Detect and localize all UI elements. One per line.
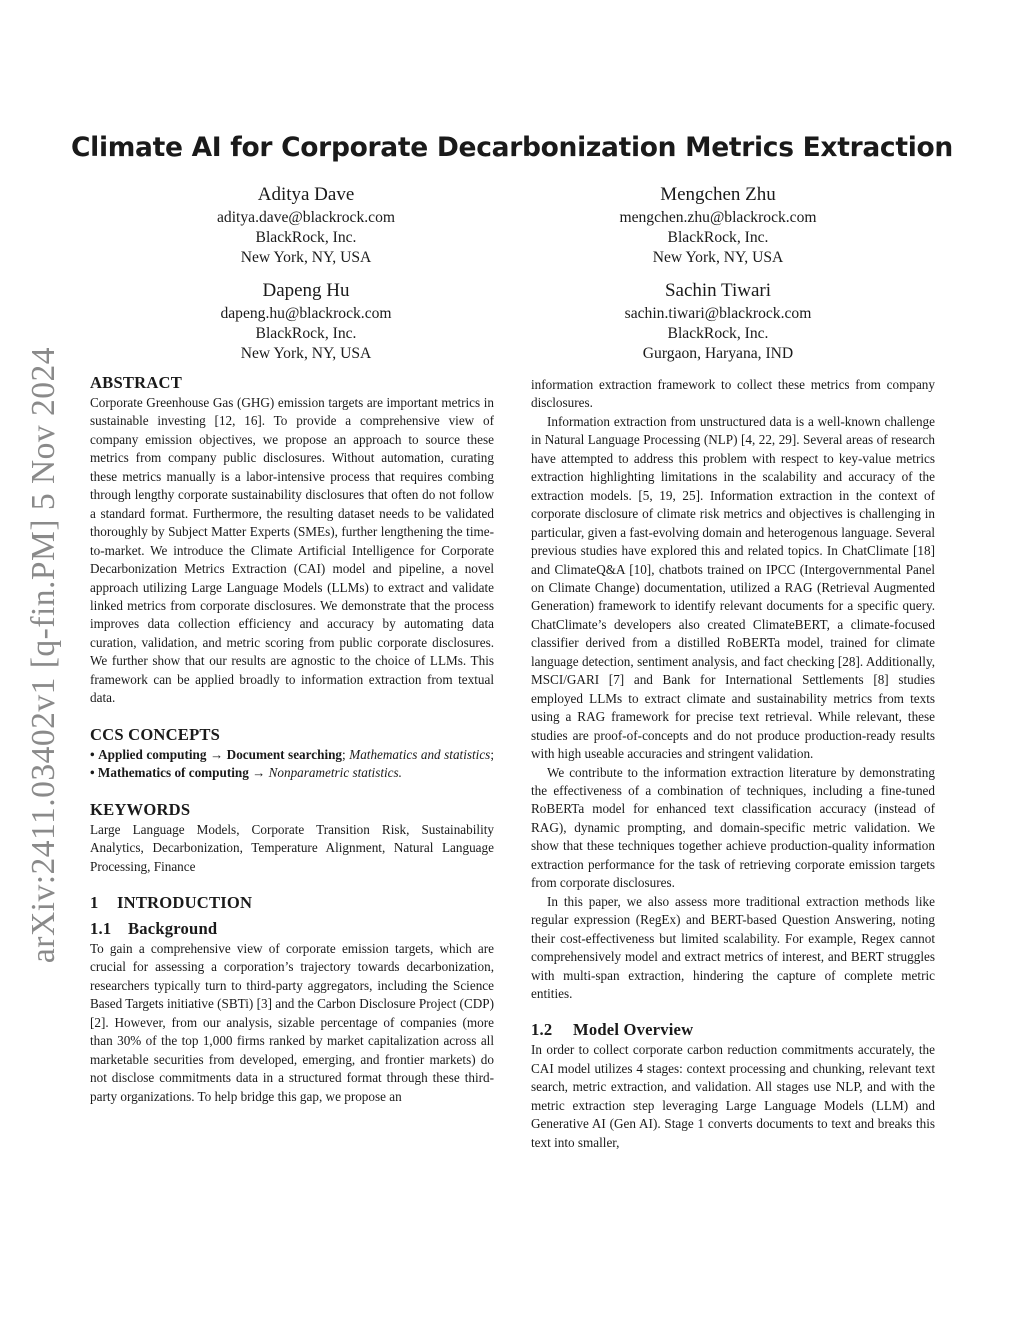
author-location: New York, NY, USA [652,248,784,266]
author-org: BlackRock, Inc. [255,228,357,246]
body-paragraph: information extraction framework to collect these metrics from company disclosures. [531,377,935,411]
right-column [531,376,935,1152]
author-name: Mengchen Zhu [660,184,776,205]
subsection-title: Background [128,918,218,938]
ccs-term: Applied computing [98,746,207,762]
author-location: New York, NY, USA [240,248,372,266]
section-heading [90,892,494,914]
keywords-text: Large Language Models, Corporate Transition Risk, Sustainability Analytics, Decarbonization, Temperature Alignment, Natural Language Processing, Finance [90,821,494,874]
subsection-number: 1.2 [531,1020,553,1040]
subsection-heading [531,1019,935,1041]
author-name: Sachin Tiwari [664,280,772,301]
author-org: BlackRock, Inc. [255,324,357,342]
body-paragraph: We contribute to the information extraction literature by demonstrating the effectiveness of a combination of techniques, including a fine-tuned RoBERTa model for enhanced text classification accuracy (instead of RAG), dynamic prompting, and domain-specific metric validation. We show that these techniques together achieve production-quality information extraction performance for the task of retrieving corporate emission targets from corporate disclosures. [531,764,935,891]
ccs-concepts: • Applied computing → Document searching; Mathematics and statistics; • Mathematics of computing → Nonparametric statistics. [90,746,494,781]
left-column [90,372,494,1106]
author-block [136,279,476,363]
author-email[interactable]: sachin.tiwari@blackrock.com [624,305,812,322]
bullet: • [90,765,95,781]
bullet: • [90,746,95,762]
body-paragraph: Information extraction from unstructured data is a well-known challenge in Natural Language Processing (NLP) [4, 22, 29]. Several areas of research have attempted to address this problem with respect to key-value metrics extraction highlighting limitations in the scalability and accuracy of the extraction models. [5, 19, 25]. Information extraction in the context of corporate disclosure of climate risk metrics and objectives is challenging in particular, given a fast-evolving domain and heterogenous language. Several previous studies have explored this and related topics. In ChatClimate [18] and ClimateQ&A [10], chatbots trained on IPCC (Intergovernmental Panel on Climate Change) documentation, utilized a RAG (Retrieval Augmented Generation) framework to identify relevant documents for a specific query. ChatClimate’s developers also created ClimateBERT, a climate-focused classifier derived from a distilled RoBERTa model, trained for climate language detection, sentiment analysis, and fact checking [28]. Additionally, MSCI/GARI [7] and Bank for International Settlements [8] studies employed LLMs to extract climate and sustainability metrics from texts using a RAG framework for precise text retrieval. While relevant, these studies are proof-of-concepts and do not produce production-ready results with high useable accuracies and stringent validation. [531,413,935,762]
ccs-heading: CCS CONCEPTS [90,724,221,744]
abstract-heading: ABSTRACT [90,373,182,392]
author-name: Dapeng Hu [262,280,350,301]
author-email[interactable]: aditya.dave@blackrock.com [216,209,396,226]
author-org: BlackRock, Inc. [667,228,769,246]
author-org: BlackRock, Inc. [667,324,769,342]
ccs-term: Mathematics and statistics [349,746,491,762]
author-block [548,279,888,363]
section-number: 1 [90,892,99,912]
section-title: INTRODUCTION [117,892,253,912]
author-location: New York, NY, USA [240,344,372,362]
ccs-term: Nonparametric statistics. [268,765,402,781]
author-email[interactable]: dapeng.hu@blackrock.com [220,305,392,322]
author-name: Aditya Dave [257,184,355,205]
subsection-title: Model Overview [573,1020,694,1040]
keywords-heading: KEYWORDS [90,799,191,819]
body-paragraph: In order to collect corporate carbon reduction commitments accurately, the CAI model utilizes 4 stages: context processing and chunking, relevant text search, metric extraction, and validation. All stages use NLP, and with the metric extraction step leveraging Large Language Models (LLM) and Generative AI (Gen AI). Stage 1 converts documents to text and breaks this text into smaller, [531,1042,935,1150]
body-paragraph: In this paper, we also assess more traditional extraction methods like regular expression (RegEx) and BERT-based Question Answering, noting their cost-effectiveness but limited scalability. For example, Regex cannot comprehensively model and extract metrics of interest, and BERT struggles with multi-span extraction, hindering the capture of complete metric entities. [531,893,935,1001]
author-block [136,183,476,267]
arrow-icon: → [252,765,266,781]
author-location: Gurgaon, Haryana, IND [642,344,794,362]
subsection-heading [90,918,494,940]
ccs-term: Mathematics of computing [97,765,249,781]
arxiv-stamp: arXiv:2411.03402v1 [q-fin.PM] 5 Nov 2024 [25,346,62,964]
ccs-term: Document searching [226,746,343,762]
arrow-icon: → [209,746,224,762]
body-paragraph: To gain a comprehensive view of corporate emission targets, which are crucial for assessing a corporation’s trajectory towards decarbonization, researchers typically turn to third-party aggregators, including the Science Based Targets initiative (SBTi) [3] and the Carbon Disclosure Project (CDP) [2]. However, from our analysis, sizable percentage of companies (more than 30% of the top 1,000 firms ranked by market capitalization across all marketable securities from developed, emerging, and frontier markets) do not disclose commitments data in a structured format through these third-party organizations. To help bridge this gap, we propose an [90,940,494,1104]
author-block [548,183,888,267]
abstract-text: Corporate Greenhouse Gas (GHG) emission targets are important metrics in sustainable investing [12, 16]. To provide a comprehensive view of company emission objectives, we propose an approach to source these metrics from company public disclosures. Without automation, curating these metrics manually is a labor-intensive process that requires combing through lengthy corporate sustainability disclosures that often do not follow a standard format. Furthermore, the resulting dataset needs to be validated thoroughly by Subject Matter Experts (SMEs), further lengthening the time-to-market. We introduce the Climate Artificial Intelligence for Corporate Decarbonization Metrics Extraction (CAI) model and pipeline, a novel approach utilizing Large Language Models (LLMs) to extract and validate linked metrics from corporate disclosures. We demonstrate that the process improves data collection efficiency and accuracy by automating data curation, validation, and metric scoring from public corporate disclosures. We further show that our results are agnostic to the choice of LLMs. This framework can be applied broadly to information extraction from textual data. [90,395,494,706]
subsection-number: 1.1 [90,918,112,938]
author-email[interactable]: mengchen.zhu@blackrock.com [619,209,817,226]
paper-title: Climate AI for Corporate Decarbonization Metrics Extraction [71,132,953,163]
